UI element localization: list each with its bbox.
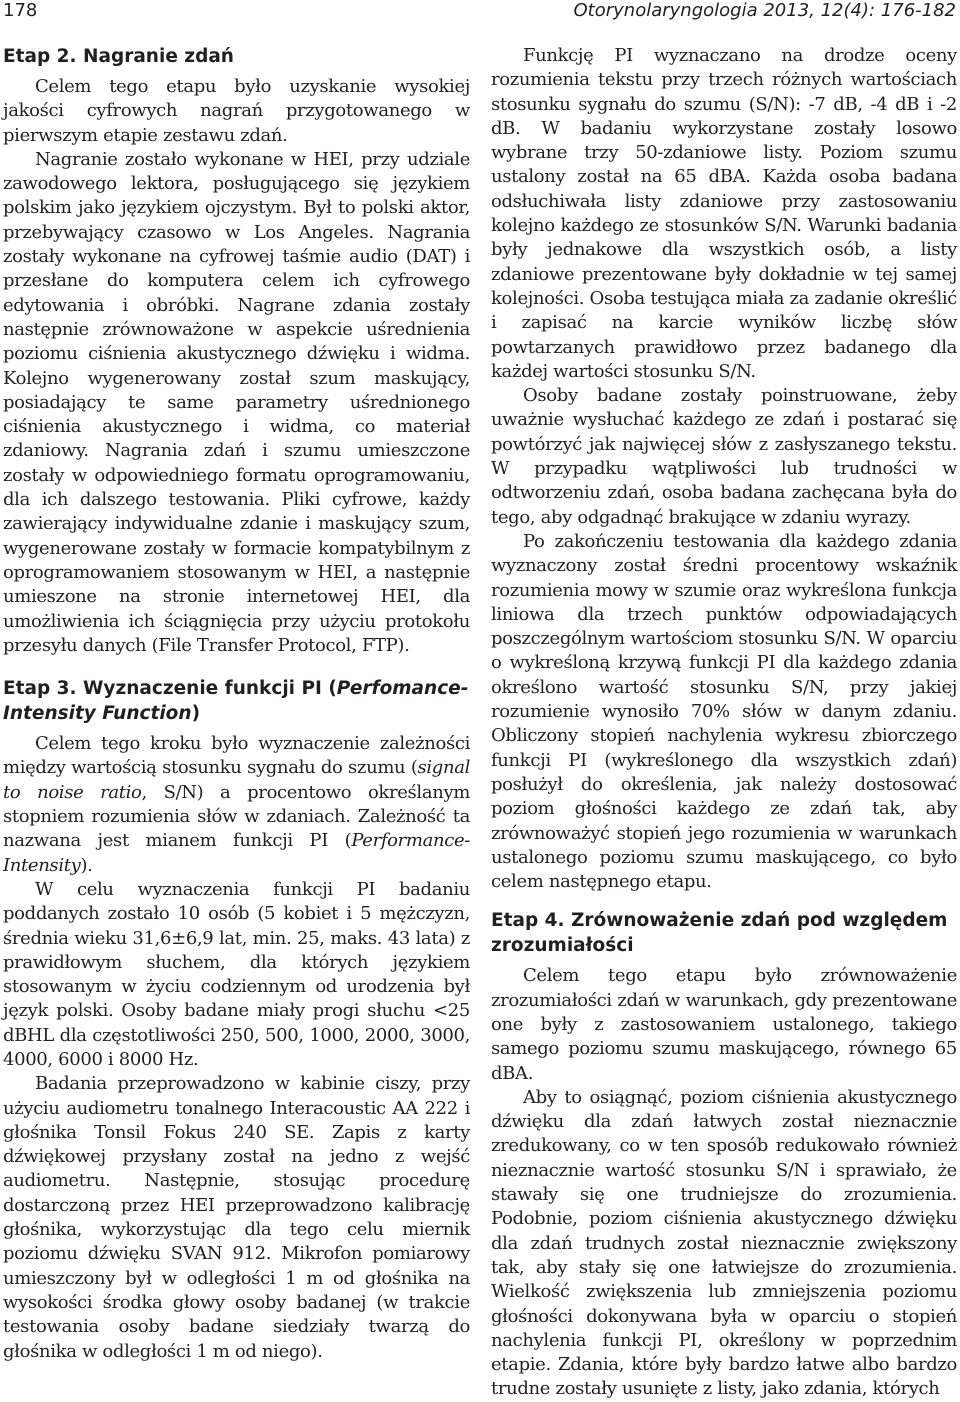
paragraph: Nagranie zostało wykonane w HEI, przy udziale zawodowego lektora, posługującego się językiem polskim jako językiem ojczystym. Był to polski aktor, przebywający czasowo w Los Angeles. Nagrania zostały wykonane na cyfrowej taśmie audio (DAT) i przesłane do komputera celem ich cyfrowego edytowania i obróbki. Nagrane zdania zostały następnie zrównoważone w aspekcie uśrednienia poziomu ciśnienia akustycznego dźwięku i widma. Kolejno wygenerowany został szum maskujący, posiadający te same parametry uśrednionego ciśnienia akustycznego i widma, co materiał zdaniowy. Nagrania zdań i szumu umieszczone zostały w odpowiedniego formatu oprogramowaniu, dla ich dalszego testowania. Pliki cyfrowe, każdy zawierający indywidualne zdanie i maskujący szum, wygenerowane zostały w formacie kompatybilnym z oprogramowaniem stosowanym w HEI, a następnie umieszone na stronie internetowej HEI, dla umożliwienia ich ściągnięcia przy użyciu protokołu przesyłu danych (File Transfer Protocol, FTP). [3, 148, 470, 656]
running-header [0, 0, 960, 28]
paragraph: Celem tego etapu było uzyskanie wysokiej jakości cyfrowych nagrań przygotowanego w pierwszym etapie zestawu zdań. [3, 76, 470, 146]
paragraph: Aby to osiągnąć, poziom ciśnienia akustycznego dźwięku dla zdań łatwych został nieznacznie zredukowany, co w ten sposób redukowało również nieznacznie wartość stosunku S/N i sprawiało, że stawały się one trudniejsze do zrozumienia. Podobnie, poziom ciśnienia akustycznego dźwięku dla zdań trudnych został nieznacznie zwiększony tak, aby stały się one łatwiejsze do zrozumienia. Wielkość zwiększenia lub zmniejszenia poziomu głośności dokonywana była w oparciu o stopień nachylenia funkcji PI, określony w poprzednim etapie. Zdania, które były bardzo łatwe albo bardzo trudne zostały usunięte z listy, jako zdania, których [491, 1086, 957, 1400]
heading-text-end: ) [191, 703, 201, 725]
paragraph [3, 732, 470, 878]
section-heading-etap-4: Etap 4. Zrównoważenie zdań pod względem zrozumiałości [491, 910, 948, 957]
italic-term: signal to noise ratio [3, 757, 470, 803]
paragraph: Celem tego etapu było zrównoważenie zrozumiałości zdań w warunkach, gdy prezentowane one były z zastosowaniem ustalonego, takiego samego poziomu szumu maskującego, równego 65 dBA. [491, 965, 957, 1084]
paragraph: W celu wyznaczenia funkcji PI badaniu poddanych zostało 10 osób (5 kobiet i 5 mężczyzn, średnia wieku 31,6±6,9 lat, min. 25, maks. 43 lata) z prawidłowym słuchem, dla których językiem stosowanym w życiu codziennym od urodzenia był język polski. Osoby badane miały progi słuchu <25 dBHL dla częstotliwości 250, 500, 1000, 2000, 3000, 4000, 6000 i 8000 Hz. [3, 878, 470, 1070]
heading-italic-term: Perfomance-Intensity Function [3, 678, 469, 725]
text-run: ). [80, 854, 93, 876]
journal-citation: Otorynolaryngologia 2013, 12(4): 176-182 [573, 0, 956, 21]
left-column [3, 44, 470, 1364]
page-number: 178 [3, 0, 38, 21]
section-heading-etap-2: Etap 2. Nagranie zdań [3, 46, 234, 67]
paragraph: Badania przeprowadzono w kabinie ciszy, przy użyciu audiometru tonalnego Interacoustic AA 222 i głośnika Tonsil Fokus 240 SE. Zapis z karty dźwiękowej przysłany został na jedno z wejść audiometru. Następnie, stosując procedurę dostarczoną przez HEI przeprowadzono kalibrację głośnika, wykorzystując dla tego celu miernik poziomu dźwięku SVAN 912. Mikrofon pomiarowy umieszczony był w odległości 1 m od głośnika na wysokości środka głowy osoby badanej (w trakcie testowania osoby badane siedziały twarzą do głośnika w odległości 1 m od niego). [3, 1073, 470, 1362]
paragraph: Po zakończeniu testowania dla każdego zdania wyznaczony został średni procentowy wskaźnik rozumienia mowy w szumie oraz wykreślona funkcja liniowa dla trzech punktów odpowiadających poszczególnym wartościom stosunku S/N. W oparciu o wykreśloną krzywą funkcji PI dla każdego zdania określono wartość stosunku S/N, przy jakiej rozumienie wynosiło 70% słów w danym zdaniu. Obliczony stopień nachylenia wykresu zbiorczego funkcji PI (wykreślonego dla wszystkich zdań) posłużył do określenia, jak należy dostosować poziom głośności każdego ze zdań tak, aby zrównoważyć stopień jego rozumienia w warunkach ustalonego poziomu szumu maskującego, co było celem następnego etapu. [491, 530, 957, 893]
paragraph: Osoby badane zostały poinstruowane, żeby uważnie wysłuchać każdego ze zdań i postarać się powtórzyć jak najwięcej słów z zasłyszanego tekstu. W przypadku wątpliwości lub trudności w odtworzeniu zdań, osoba badana zachęcana była do tego, aby odgadnąć brakujące w zdaniu wyrazy. [491, 385, 957, 528]
right-column [491, 44, 957, 1402]
section-heading-etap-3 [3, 676, 470, 726]
text-run: , S/N) a procentowo określanym stopniem rozumienia słów w zdaniach. Zależność ta nazwana jest mianem funkcji PI ( [3, 781, 470, 852]
heading-text: Etap 3. Wyznaczenie funkcji PI ( [3, 678, 337, 700]
text-run: Celem tego kroku było wyznaczenie zależności między wartością stosunku sygnału do szumu ( [3, 733, 470, 779]
paragraph: Funkcję PI wyznaczano na drodze oceny rozumienia tekstu przy trzech różnych wartościach stosunku sygnału do szumu (S/N): -7 dB, -4 dB i -2 dB. W badaniu wykorzystane zostały losowo wybrane trzy 50-zdaniowe listy. Poziom szumu ustalony został na 65 dBA. Każda osoba badana odsłuchiwała listy zdaniowe przy zastosowaniu kolejno każdego ze stosunków S/N. Warunki badania były jednakowe dla wszystkich osób, a listy zdaniowe prezentowane były dokładnie w tej samej kolejności. Osoba testująca miała za zadanie określić i zapisać na karcie wyników liczbę słów powtarzanych prawidłowo przez badanego dla każdej wartości stosunku S/N. [491, 45, 957, 382]
italic-term: Performance-Intensity [3, 830, 470, 876]
